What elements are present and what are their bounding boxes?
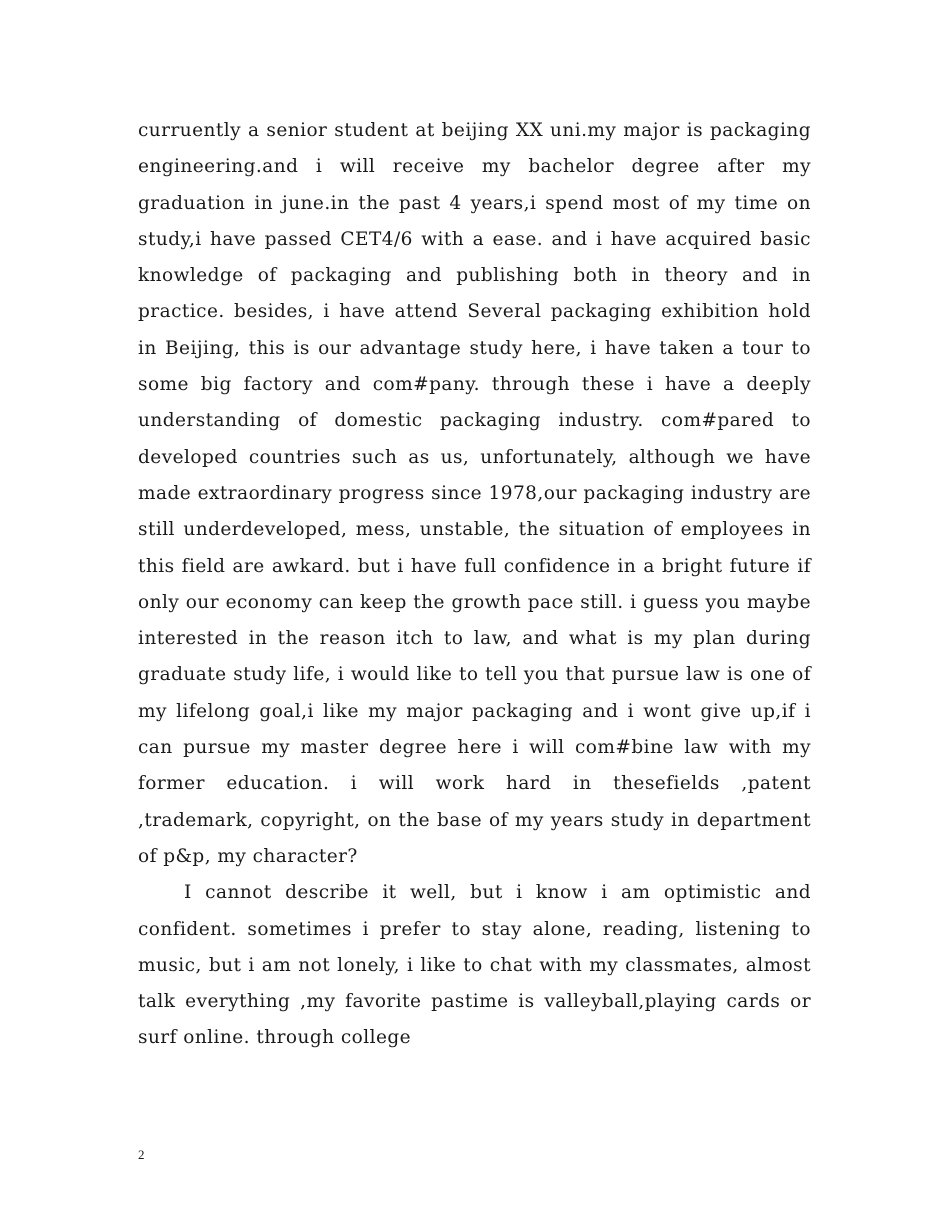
page-number: 2 [138,1147,145,1162]
page-body [138,113,811,1057]
paragraph-1: curruently a senior student at beijing XX uni.my major is packaging engineering.and i will receive my bachelor degree after my graduation in june.in the past 4 years,i spend most of my time on study,i have passed CET4/6 with a ease. and i have acquired basic knowledge of packaging and publishing both in theory and in practice. besides, i have attend Several packaging exhibition hold in Beijing, this is our advantage study here, i have taken a tour to some big factory and com#pany. through these i have a deeply understanding of domestic packaging industry. com#pared to developed countries such as us, unfortunately, although we have made extraordinary progress since 1978,our packaging industry are still underdeveloped, mess, unstable, the situation of employees in this field are awkard. but i have full confidence in a bright future if only our economy can keep the growth pace still. i guess you maybe interested in the reason itch to law, and what is my plan during graduate study life, i would like to tell you that pursue law is one of my lifelong goal,i like my major packaging and i wont give up,if i can pursue my master degree here i will com#bine law with my former education. i will work hard in thesefields ,patent ,trademark, copyright, on the base of my years study in department of p&p, my character? [138,120,811,867]
paragraph-2: I cannot describe it well, but i know i am optimistic and confident. sometimes i prefer to stay alone, reading, listening to music, but i am not lonely, i like to chat with my classmates, almost talk everything ,my favorite pastime is valleyball,playing cards or surf online. through college [138,882,811,1049]
